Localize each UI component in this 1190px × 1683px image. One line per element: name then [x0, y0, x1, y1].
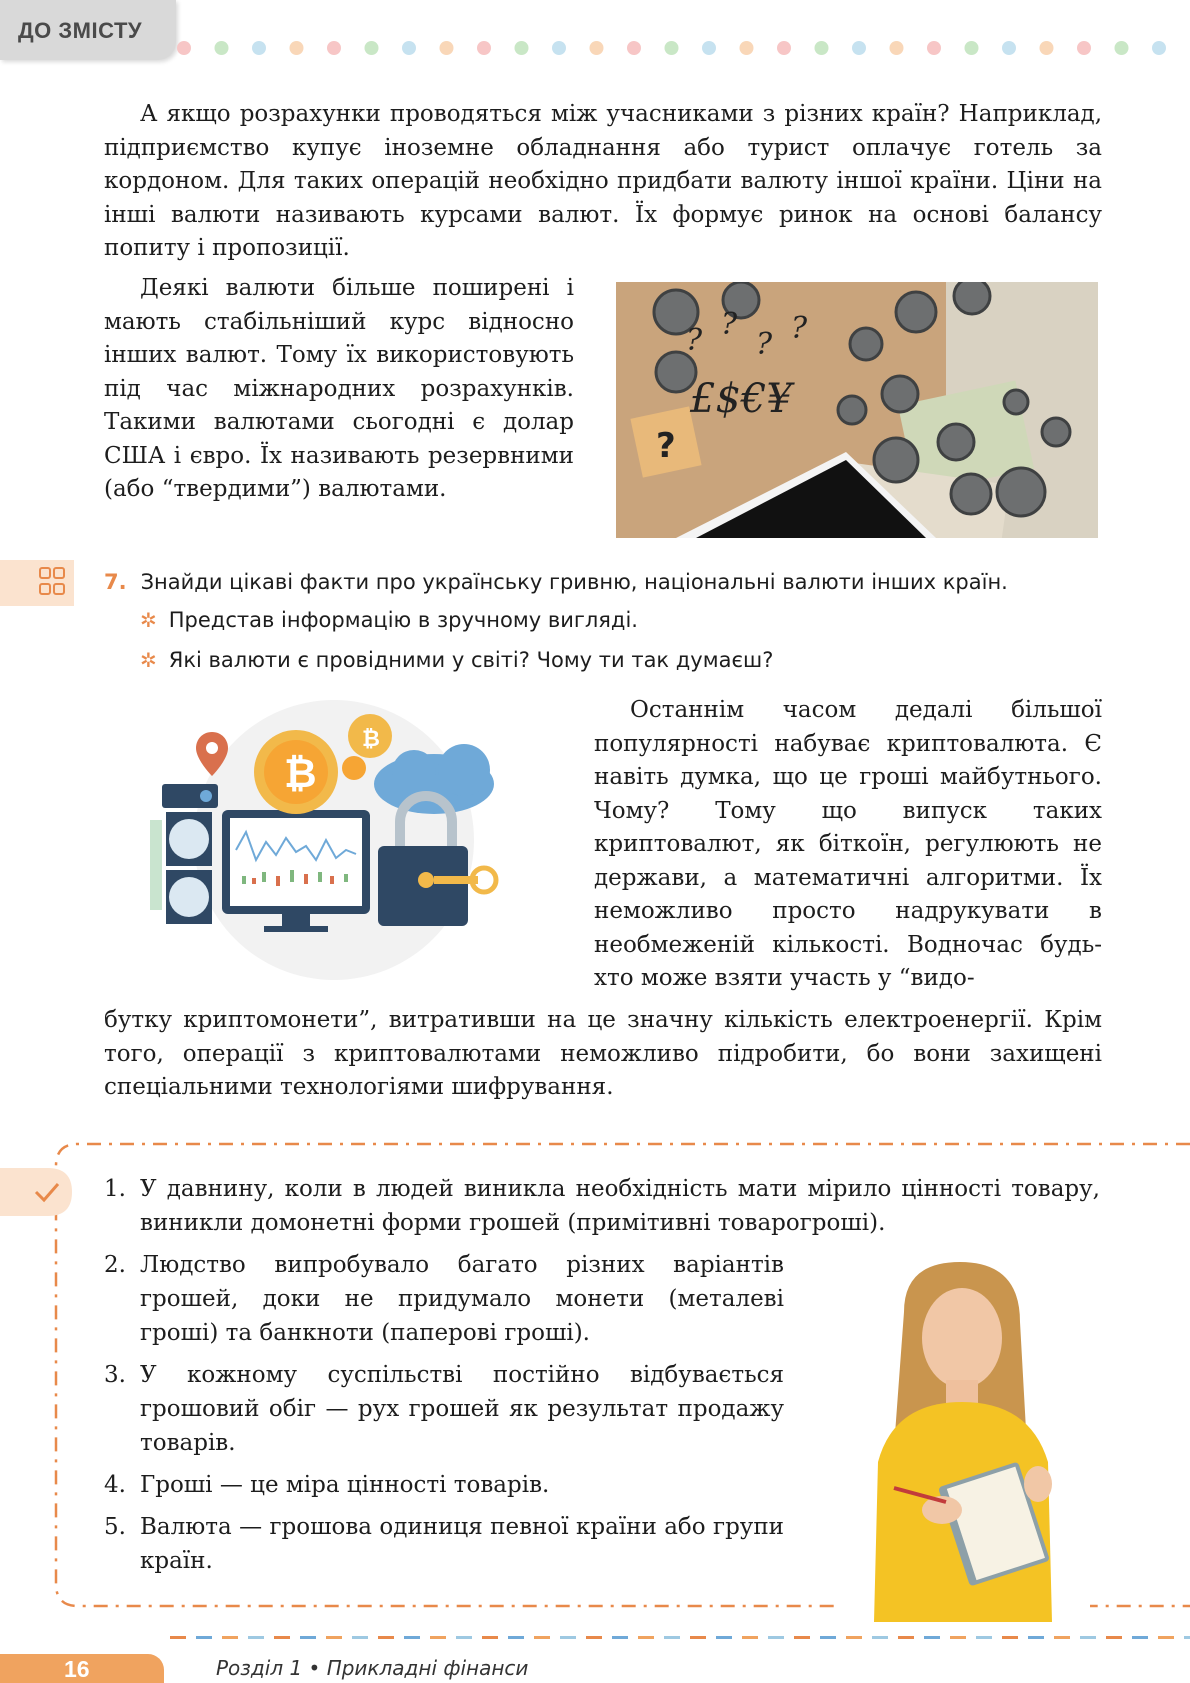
- footer-dash: [482, 1636, 498, 1639]
- footer-dash: [1158, 1636, 1174, 1639]
- footer-dash: [1080, 1636, 1096, 1639]
- decorative-dot: [702, 41, 716, 55]
- footer-dash: [716, 1636, 732, 1639]
- svg-text:?: ?: [656, 426, 676, 466]
- decorative-dot: [965, 41, 979, 55]
- svg-text:?: ?: [756, 327, 773, 362]
- section-title: Розділ 1 • Прикладні фінанси: [216, 1656, 529, 1680]
- svg-text:?: ?: [791, 311, 808, 346]
- summary-list: [104, 1172, 1100, 1586]
- footer-dash: [430, 1636, 446, 1639]
- decorative-dot: [852, 41, 866, 55]
- currency-photo: [616, 282, 1098, 538]
- toc-button[interactable]: [0, 0, 176, 60]
- decorative-dot: [665, 41, 679, 55]
- decorative-dot: [890, 41, 904, 55]
- decorative-dot: [252, 41, 266, 55]
- page-number: 16: [64, 1656, 90, 1682]
- footer-dash: [1132, 1636, 1148, 1639]
- footer-dash: [560, 1636, 576, 1639]
- footer-dash: [1054, 1636, 1070, 1639]
- footer-dash: [794, 1636, 810, 1639]
- decorative-dot: [515, 41, 529, 55]
- footer-dash: [924, 1636, 940, 1639]
- decorative-dot: [627, 41, 641, 55]
- decorative-dot: [290, 41, 304, 55]
- crypto-paragraph-side: Останнім часом дедалі більшої популярності набуває криптовалюта. Є навіть думка, що це гроші майбутнього. Чому? Тому що випуск таких криптовалют, як біткоїн, регулюють не держави, а математичні алгоритми. Їх неможливо просто надрукувати в необмеженій кількості. Водночас будь-хто може взяти участь у “видо-: [594, 697, 1102, 991]
- sun-bullet-icon: ✲: [140, 608, 157, 632]
- summary-item: 1. У давнину, коли в людей виникла необхідність мати мірило цінності товару, виникли домонетні форми грошей (примітивні товарогроші).: [104, 1176, 1100, 1236]
- cryptocurrency-illustration: [134, 700, 534, 980]
- summary-item: 3. У кожному суспільстві постійно відбувається грошовий обіг — рух грошей як результат продажу товарів.: [104, 1362, 784, 1456]
- decorative-dot: [365, 41, 379, 55]
- decorative-dot: [740, 41, 754, 55]
- footer-dash: [508, 1636, 524, 1639]
- footer-dash: [274, 1636, 290, 1639]
- summary-item: 4. Гроші — це міра цінності товарів.: [104, 1472, 550, 1498]
- decorative-dot: [327, 41, 341, 55]
- footer-dash: [1002, 1636, 1018, 1639]
- decorative-dot: [440, 41, 454, 55]
- task-bullet: ✲ Які валюти є провідними у світі? Чому ти так думаєш?: [140, 648, 774, 672]
- decorative-dot: [402, 41, 416, 55]
- task-number: 7.: [104, 570, 127, 594]
- footer-dash: [404, 1636, 420, 1639]
- footer-dash: [872, 1636, 888, 1639]
- decorative-dot: [1115, 41, 1129, 55]
- decorative-dot: [1077, 41, 1091, 55]
- svg-text:₿: ₿: [362, 727, 380, 752]
- decorative-dot: [777, 41, 791, 55]
- task-bullet: ✲ Представ інформацію в зручному вигляді.: [140, 608, 638, 632]
- footer-dash: [456, 1636, 472, 1639]
- decorative-dot: [815, 41, 829, 55]
- decorative-dot: [590, 41, 604, 55]
- footer-dash: [1106, 1636, 1122, 1639]
- footer-dash: [170, 1636, 186, 1639]
- girl-with-notebook-photo: [834, 1252, 1090, 1622]
- crypto-paragraph-full: бутку криптомонети”, витративши на це значну кількість електроенергії. Крім того, операції з криптовалютами неможливо підробити, бо вони захищені спеціальними технологіями шифрування.: [104, 1007, 1102, 1100]
- footer-dash: [664, 1636, 680, 1639]
- task-text: Знайди цікаві факти про українську гривню, національні валюти інших країн.: [140, 570, 1008, 594]
- svg-text:?: ?: [721, 307, 738, 342]
- footer-dash: [1184, 1636, 1190, 1639]
- svg-text:₿: ₿: [284, 751, 317, 797]
- footer-dash: [820, 1636, 836, 1639]
- decorative-dot: [1152, 41, 1166, 55]
- decorative-dot: [927, 41, 941, 55]
- footer-dash: [586, 1636, 602, 1639]
- footer-dash: [950, 1636, 966, 1639]
- decorative-dot: [477, 41, 491, 55]
- summary-item: 2. Людство випробувало багато різних варіантів грошей, доки не придумало монети (металеві гроші) та банкноти (паперові гроші).: [104, 1252, 784, 1346]
- footer-dash: [196, 1636, 212, 1639]
- footer-dash: [300, 1636, 316, 1639]
- toc-label: ДО ЗМІСТУ: [18, 18, 143, 43]
- footer-dash: [846, 1636, 862, 1639]
- footer-dash-line: [0, 1636, 1190, 1683]
- footer-dash: [222, 1636, 238, 1639]
- sun-bullet-icon: ✲: [140, 648, 157, 672]
- task-icon: [0, 560, 74, 606]
- checkmark-icon: [0, 1168, 72, 1216]
- decorative-dot: [1002, 41, 1016, 55]
- footer-dash: [976, 1636, 992, 1639]
- footer-dash: [768, 1636, 784, 1639]
- footer-dash: [742, 1636, 758, 1639]
- task-7: [104, 570, 1008, 594]
- decorative-dot: [1040, 41, 1054, 55]
- summary-item: 5. Валюта — грошова одиниця певної країни або групи країн.: [104, 1514, 784, 1574]
- footer-dash: [1028, 1636, 1044, 1639]
- footer-dash: [326, 1636, 342, 1639]
- decorative-dot-row: [176, 40, 1190, 56]
- footer-dash: [638, 1636, 654, 1639]
- decorative-dot: [552, 41, 566, 55]
- page-number-badge: [0, 1654, 164, 1683]
- decorative-dot: [215, 41, 229, 55]
- reserve-currencies-paragraph: Деякі валюти більше поширені і мають стабільніший курс відносно інших валют. Тому їх використовують під час міжнародних розрахунків. Такими валютами сьогодні є долар США і євро. Їх називають резервними (або “твердими”) валютами.: [104, 275, 574, 502]
- footer-dash: [690, 1636, 706, 1639]
- footer-dash: [248, 1636, 264, 1639]
- svg-text:£$€¥: £$€¥: [690, 376, 792, 422]
- footer-dash: [898, 1636, 914, 1639]
- footer-dash: [534, 1636, 550, 1639]
- decorative-dot: [177, 41, 191, 55]
- footer-dash: [378, 1636, 394, 1639]
- svg-text:?: ?: [686, 323, 703, 358]
- intro-paragraph: А якщо розрахунки проводяться між учасниками з різних країн? Наприклад, підприємство купує іноземне обладнання або турист оплачує готель за кордоном. Для таких операцій необхідно придбати валюту іншої країни. Ціни на інші валюти називають курсами валют. Їх формує ринок на основі балансу попиту і пропозиції.: [104, 101, 1102, 261]
- footer-dash: [352, 1636, 368, 1639]
- footer-dash: [612, 1636, 628, 1639]
